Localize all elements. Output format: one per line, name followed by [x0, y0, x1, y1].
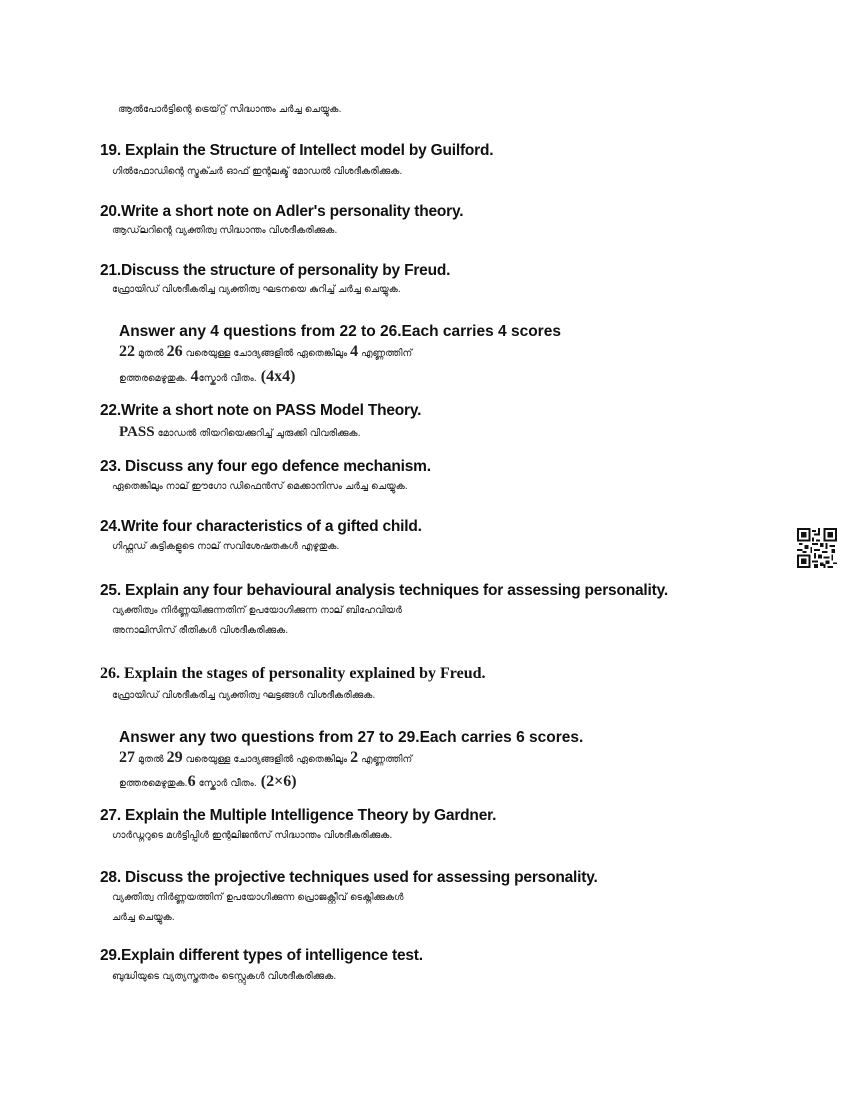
text: വരെയുള്ള ചോദ്യങ്ങളിൽ ഏതെങ്കിലും [182, 754, 351, 765]
text: സ്കോർ വീതം. [195, 778, 257, 789]
num: 29 [166, 749, 183, 766]
question-27: 27. Explain the Multiple Intelligence Theory by Gardner. [100, 807, 497, 824]
question-28-malayalam-2: ചർച്ച ചെയ്യുക. [112, 912, 175, 923]
section-c-score: (2×6) [260, 773, 297, 790]
question-22-malayalam [119, 424, 361, 441]
section-b-malayalam-line-2 [119, 368, 295, 386]
pass-label: PASS [119, 424, 155, 440]
question-23-malayalam: ഏതെങ്കിലും നാല് ഈഗോ ഡിഫെൻസ് മെക്കാനിസം ചർച്ച ചെയ്യുക. [112, 481, 408, 492]
question-23: 23. Discuss any four ego defence mechanism. [100, 458, 431, 475]
text: വരെയുള്ള ചോദ്യങ്ങളിൽ ഏതെങ്കിലും [182, 348, 351, 359]
question-25-malayalam-1: വ്യക്തിത്വം നിർണ്ണയിക്കുന്നതിന് ഉപയോഗിക്കുന്ന നാല് ബിഹേവിയർ [112, 605, 402, 616]
question-28: 28. Discuss the projective techniques used for assessing personality. [100, 869, 598, 886]
text: ഉത്തരമെഴുതുക. [119, 373, 191, 384]
num: 2 [350, 749, 359, 766]
question-29: 29.Explain different types of intelligence test. [100, 947, 423, 964]
num: 4 [190, 368, 199, 385]
text: എണ്ണത്തിന് [358, 348, 413, 359]
question-19-malayalam: ഗിൽഫോഡിന്റെ സ്ട്രക്ചർ ഓഫ് ഇന്റലക്ട് മോഡൽ വിശദീകരിക്കുക. [112, 166, 403, 177]
num: 26 [166, 343, 183, 360]
num: 6 [187, 773, 196, 790]
question-21: 21.Discuss the structure of personality by Freud. [100, 262, 451, 279]
section-b-instructions: Answer any 4 questions from 22 to 26.Each carries 4 scores [119, 323, 561, 340]
question-29-malayalam: ബുദ്ധിയുടെ വ്യത്യസ്തതരം ടെസ്റ്റുകൾ വിശദീകരിക്കുക. [112, 971, 337, 982]
question-26-malayalam: ഫ്രോയിഡ് വിശദീകരിച്ച വ്യക്തിത്വ ഘട്ടങ്ങൾ വിശദീകരിക്കുക. [112, 690, 376, 701]
text: എണ്ണത്തിന് [358, 754, 413, 765]
section-c-malayalam-line-1 [119, 749, 412, 767]
q18-malayalam-line: ആൽപോർട്ടിന്റെ ട്രെയ്റ്റ് സിദ്ധാന്തം ചർച്ച ചെയ്യുക. [118, 104, 342, 115]
question-27-malayalam: ഗാർഡ്നറുടെ മൾട്ടിപ്പിൾ ഇന്റലിജൻസ് സിദ്ധാന്തം വിശദീകരിക്കുക. [112, 830, 393, 841]
question-25-malayalam-2: അനാലിസിസ് രീതികൾ വിശദീകരിക്കുക. [112, 625, 289, 636]
text: മുതൽ [135, 348, 167, 359]
qr-code-icon [797, 528, 837, 568]
num: 27 [119, 749, 135, 766]
text: സ്കോർ വീതം. [198, 373, 257, 384]
question-28-malayalam-1: വ്യക്തിത്വ നിർണ്ണയത്തിന് ഉപയോഗിക്കുന്ന പ്രൊജക്റ്റീവ് ടെക്നിക്കുകൾ [112, 892, 404, 903]
question-20: 20.Write a short note on Adler's personality theory. [100, 203, 464, 220]
text: മുതൽ [135, 754, 167, 765]
question-24: 24.Write four characteristics of a gifted child. [100, 518, 422, 535]
section-b-score: (4x4) [260, 368, 296, 385]
text: മോഡൽ തിയറിയെക്കുറിച്ച് ചുരുക്കി വിവരിക്കുക. [157, 428, 361, 439]
section-b-malayalam-line-1 [119, 343, 412, 361]
section-c-instructions: Answer any two questions from 27 to 29.Each carries 6 scores. [119, 729, 584, 746]
question-19: 19. Explain the Structure of Intellect model by Guilford. [100, 142, 494, 159]
section-c-malayalam-line-2 [119, 773, 297, 791]
question-26: 26. Explain the stages of personality explained by Freud. [100, 665, 486, 682]
question-21-malayalam: ഫ്രോയിഡ് വിശദീകരിച്ച വ്യക്തിത്വ ഘടനയെ കുറിച്ച് ചർച്ച ചെയ്യുക. [112, 284, 401, 295]
question-22: 22.Write a short note on PASS Model Theory. [100, 402, 422, 419]
question-25: 25. Explain any four behavioural analysis techniques for assessing personality. [100, 582, 668, 599]
text: ഉത്തരമെഴുതുക. [119, 778, 188, 789]
num: 4 [350, 343, 359, 360]
question-24-malayalam: ഗിഫ്റ്റഡ് കുട്ടികളുടെ നാല് സവിശേഷതകൾ എഴുതുക. [112, 541, 340, 552]
question-20-malayalam: ആഡ്‌ലറിന്റെ വ്യക്തിത്വ സിദ്ധാന്തം വിശദീകരിക്കുക. [112, 225, 338, 236]
num: 22 [119, 343, 135, 360]
